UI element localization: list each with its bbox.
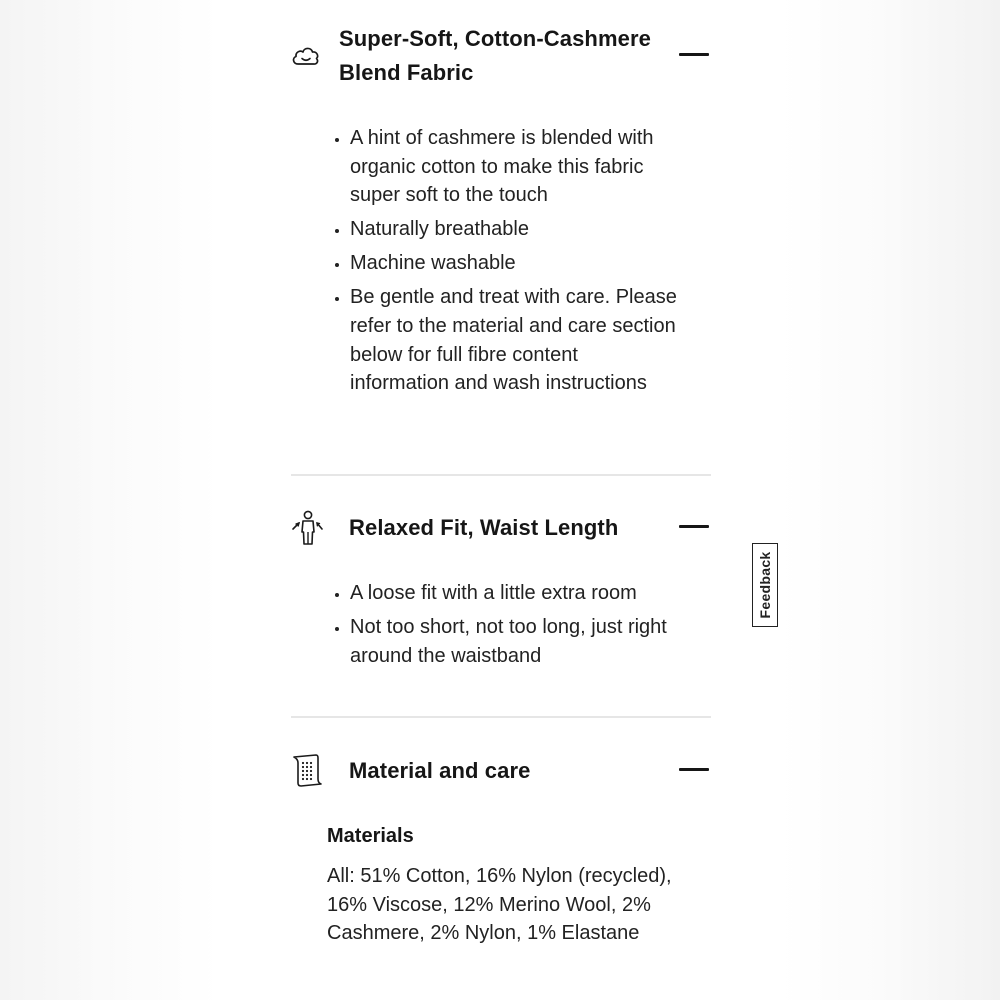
list-item: • Machine washable: [350, 249, 680, 278]
section-divider: [291, 716, 711, 718]
list-item: • A loose fit with a little extra room: [350, 579, 680, 608]
collapse-button-material[interactable]: [674, 760, 710, 780]
list-item: • Be gentle and treat with care. Please refer to the material and care section below for full fibre content information and wash instructions: [350, 283, 680, 397]
section-title-fit: Relaxed Fit, Waist Length: [349, 515, 619, 540]
person-fit-icon: [291, 510, 321, 546]
materials-text: All: 51% Cotton, 16% Nylon (recycled), 16% Viscose, 12% Merino Wool, 2% Cashmere, 2% Nylon, 1% Elastane: [327, 865, 672, 945]
care-label-icon: [291, 753, 321, 789]
minus-icon: [679, 525, 709, 528]
section-title-fabric: [339, 22, 651, 90]
minus-icon: [679, 53, 709, 56]
section-title-line2: Blend Fabric: [339, 60, 474, 85]
list-item: • Naturally breathable: [350, 215, 680, 244]
section-title-line1: Super-Soft, Cotton-Cashmere: [339, 26, 651, 51]
minus-icon: [679, 768, 709, 771]
feedback-button[interactable]: [752, 543, 778, 627]
list-item: • A hint of cashmere is blended with organic cotton to make this fabric super soft to the touch: [350, 124, 680, 210]
fit-bullet-list: [327, 579, 680, 676]
section-divider: [291, 474, 711, 476]
fabric-bullet-list: [327, 124, 680, 403]
product-details-panel: [221, 0, 780, 1000]
list-item: • Not too short, not too long, just right around the waistband: [350, 613, 680, 670]
materials-heading: Materials: [327, 825, 414, 847]
feedback-label: Feedback: [757, 551, 773, 619]
collapse-button-fabric[interactable]: [674, 45, 710, 65]
cloud-smile-icon: [291, 42, 321, 78]
section-title-material: Material and care: [349, 758, 531, 783]
collapse-button-fit[interactable]: [674, 517, 710, 537]
